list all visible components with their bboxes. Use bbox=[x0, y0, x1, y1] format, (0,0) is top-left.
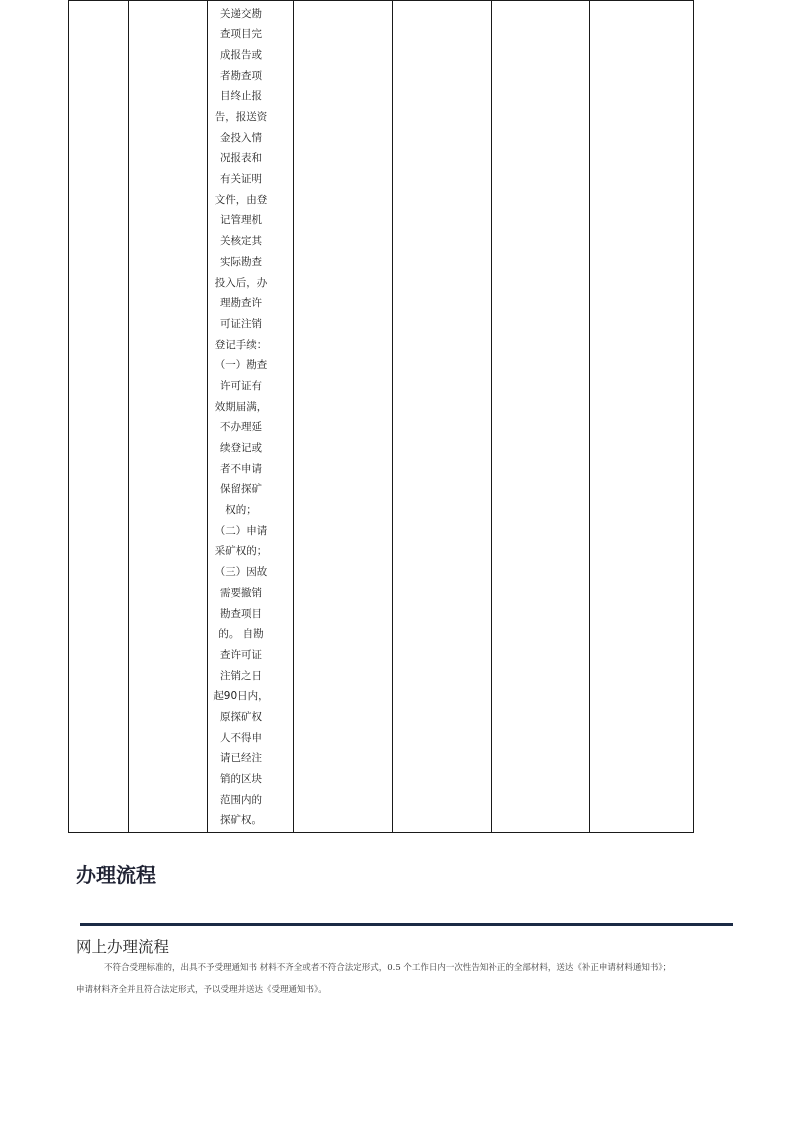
table-cell-col-3 bbox=[207, 1, 293, 832]
paragraph-line: 不符合受理标准的，出具不予受理通知书 材料不齐全或者不符合法定形式，0.5 个工作日内一次性告知补正的全部材料，送达《补正申请材料通知书》； bbox=[104, 963, 672, 973]
cell-text-line: 目终止报 bbox=[220, 90, 262, 103]
cell-text-line: 的。 自勘 bbox=[218, 628, 264, 641]
cell-text-line: 记管理机 bbox=[220, 214, 262, 227]
cell-text-line: 人不得申 bbox=[220, 731, 262, 744]
cell-text-line: 效期届满， bbox=[214, 400, 268, 413]
cell-text-line: 者勘查项 bbox=[220, 69, 262, 82]
cell-text-line: 可证注销 bbox=[220, 317, 262, 330]
section-divider bbox=[80, 923, 733, 926]
cell-text-line: 范围内的 bbox=[220, 793, 262, 806]
cell-text-line: 注销之日 bbox=[220, 669, 262, 682]
cell-text-line: 理勘查许 bbox=[220, 297, 262, 310]
cell-text-line: 关核定其 bbox=[220, 235, 262, 248]
table-cell-col-7 bbox=[589, 1, 693, 832]
cell-text-line: 文件，由登 bbox=[214, 193, 268, 206]
cell-text-line: （三）因故 bbox=[214, 566, 268, 579]
cell-text-line: 销的区块 bbox=[220, 773, 262, 786]
cell-text-line: 关递交勘 bbox=[220, 7, 262, 20]
cell-text-line: 请已经注 bbox=[220, 752, 262, 765]
cell-text-line: 不办理延 bbox=[220, 421, 262, 434]
table-cell-col-1 bbox=[69, 1, 128, 832]
cell-text-line: 许可证有 bbox=[220, 379, 262, 392]
cell-text-block bbox=[208, 4, 274, 832]
cell-text-line: 金投入情 bbox=[220, 131, 262, 144]
cell-text-line: 成报告或 bbox=[220, 48, 262, 61]
cell-text-line: 探矿权。 bbox=[220, 814, 262, 827]
cell-text-line: 起90日内， bbox=[213, 690, 269, 703]
cell-text-line: 采矿权的； bbox=[214, 545, 268, 558]
requirements-table-fragment bbox=[68, 0, 694, 833]
section-title: 办理流程 bbox=[76, 863, 156, 887]
cell-text-line: 投入后，办 bbox=[214, 276, 268, 289]
cell-text-line: （一）勘查 bbox=[214, 359, 268, 372]
cell-text-line: 有关证明 bbox=[220, 173, 262, 186]
cell-text-line: 原探矿权 bbox=[220, 710, 262, 723]
table-cell-col-5 bbox=[392, 1, 491, 832]
cell-text-line: 查许可证 bbox=[220, 648, 262, 661]
section-subtitle: 网上办理流程 bbox=[76, 938, 170, 956]
paragraph-line: 申请材料齐全并且符合法定形式，予以受理并送达《受理通知书》。 bbox=[76, 985, 327, 995]
cell-text-line: 续登记或 bbox=[220, 442, 262, 455]
cell-text-line: 实际勘查 bbox=[220, 255, 262, 268]
cell-text-line: 告，报送资 bbox=[214, 111, 268, 124]
cell-text-line: 保留探矿 bbox=[220, 483, 262, 496]
table-cell-col-2 bbox=[128, 1, 207, 832]
cell-text-line: 需要撤销 bbox=[220, 586, 262, 599]
cell-text-line: 况报表和 bbox=[220, 152, 262, 165]
cell-text-line: 勘查项目 bbox=[220, 607, 262, 620]
table-cell-col-4 bbox=[293, 1, 392, 832]
table-cell-col-6 bbox=[491, 1, 589, 832]
cell-text-line: 查项目完 bbox=[220, 28, 262, 41]
cell-text-line: 登记手续： bbox=[214, 338, 268, 351]
cell-text-line: 权的； bbox=[225, 504, 257, 517]
cell-text-line: 者不申请 bbox=[220, 462, 262, 475]
cell-text-line: （二）申请 bbox=[214, 524, 268, 537]
